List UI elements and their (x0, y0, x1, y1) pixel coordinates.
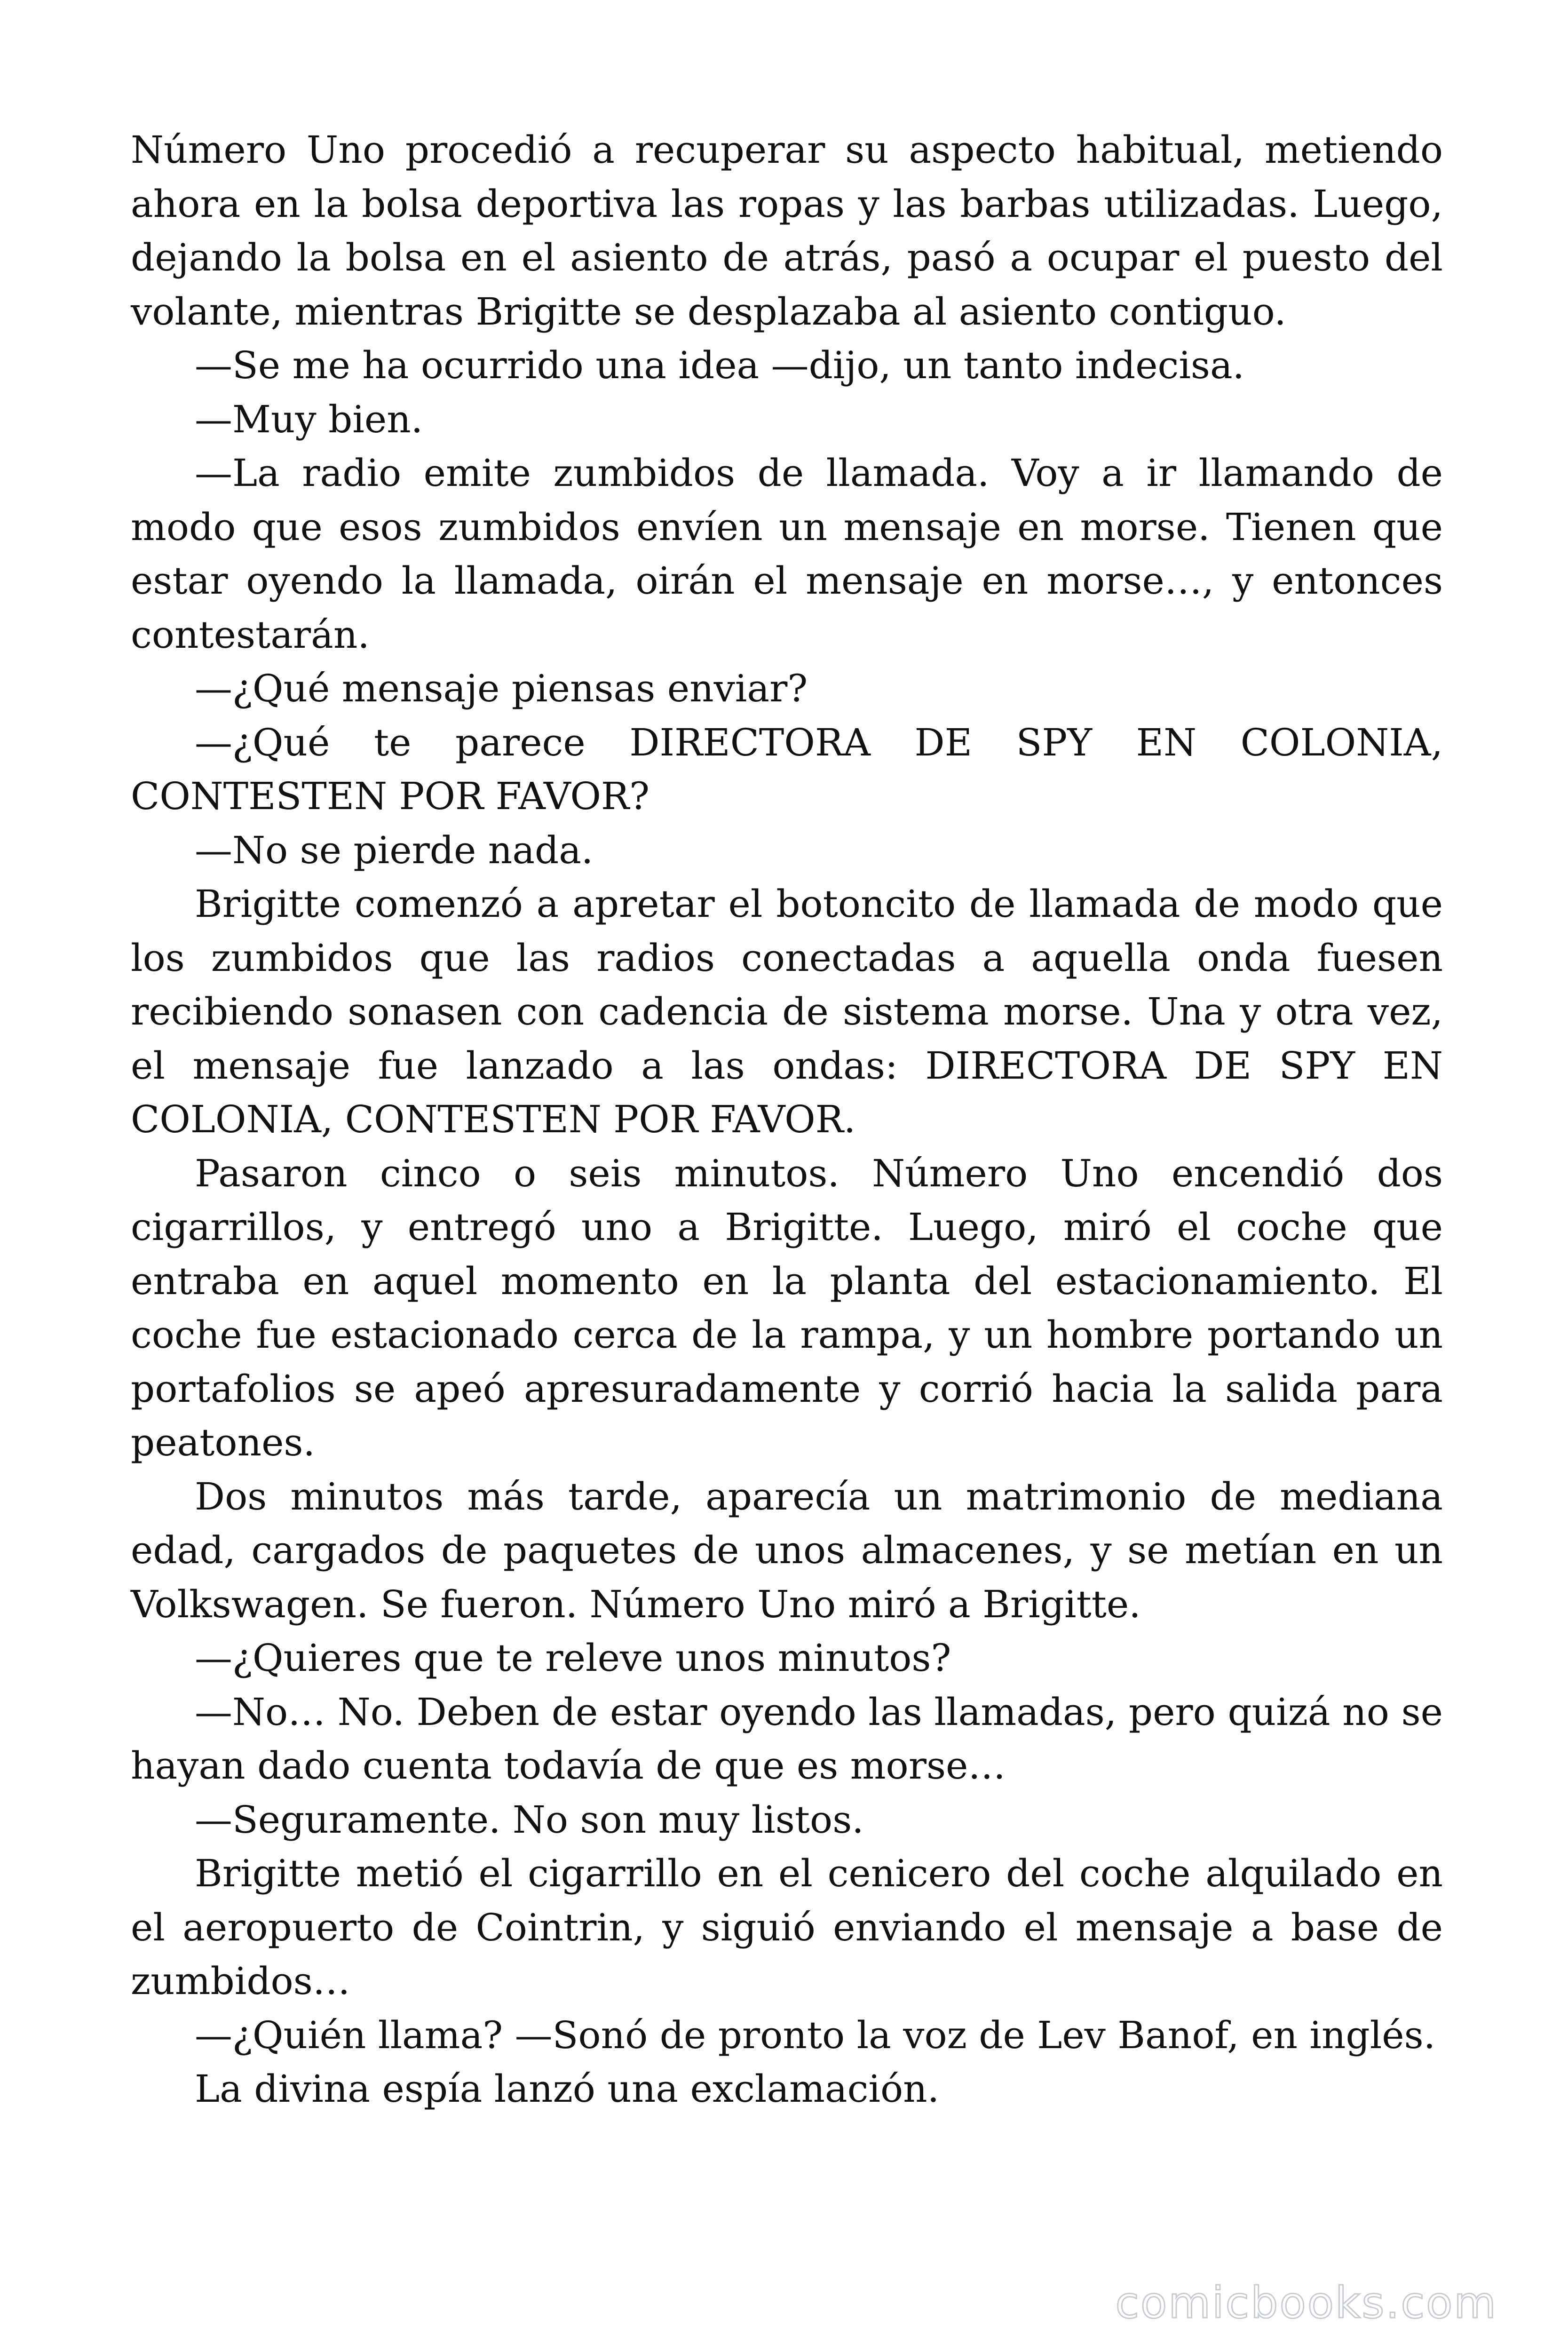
paragraph: La divina espía lanzó una exclamación. (195, 2067, 940, 2111)
paragraph: Número Uno procedió a recuperar su aspecto habitual, metiendo ahora en la bolsa deportiva las ropas y las barbas utilizadas. Luego, dejando la bolsa en el asiento de atrás, pasó a ocupar el puesto del volante, mientras Brigitte se desplazaba al asiento contiguo. (131, 128, 1443, 334)
paragraph: Pasaron cinco o seis minutos. Número Uno encendió dos cigarrillos, y entregó uno a Brigitte. Luego, miró el coche que entraba en aquel momento en la planta del estacionamiento. El coche fue estacionado cerca de la rampa, y un hombre portando un portafolios se apeó apresuradamente y corrió hacia la salida para peatones. (131, 1151, 1443, 1464)
paragraph: —Muy bien. (195, 397, 423, 441)
paragraph: —¿Qué te parece DIRECTORA DE SPY EN COLONIA, CONTESTEN POR FAVOR? (131, 720, 1443, 818)
paragraph: Dos minutos más tarde, aparecía un matrimonio de mediana edad, cargados de paquetes de unos almacenes, y se metían en un Volkswagen. Se fueron. Número Uno miró a Brigitte. (131, 1474, 1443, 1626)
paragraph: —La radio emite zumbidos de llamada. Voy a ir llamando de modo que esos zumbidos envíen un mensaje en morse. Tienen que estar oyendo la llamada, oirán el mensaje en morse…, y entonces contestarán. (131, 451, 1443, 657)
paragraph: —¿Quién llama? —Sonó de pronto la voz de Lev Banof, en inglés. (195, 2013, 1436, 2057)
paragraph: Brigitte metió el cigarrillo en el cenicero del coche alquilado en el aeropuerto de Cointrin, y siguió enviando el mensaje a base de zumbidos… (131, 1851, 1443, 2003)
paragraph: Brigitte comenzó a apretar el botoncito de llamada de modo que los zumbidos que las radios conectadas a aquella onda fuesen recibiendo sonasen con cadencia de sistema morse. Una y otra vez, el mensaje fue lanzado a las ondas: DIRECTORA DE SPY EN COLONIA, CONTESTEN POR FAVOR. (131, 882, 1443, 1141)
watermark: comicbooks.com (1115, 2278, 1497, 2328)
paragraph: —No se pierde nada. (195, 828, 594, 872)
paragraph: —Seguramente. No son muy listos. (195, 1797, 864, 1842)
paragraph: —Se me ha ocurrido una idea —dijo, un tanto indecisa. (195, 343, 1245, 387)
paragraph: —¿Quieres que te releve unos minutos? (195, 1636, 951, 1680)
body-text (131, 123, 1443, 2116)
paragraph: —¿Qué mensaje piensas enviar? (195, 667, 808, 710)
paragraph: —No… No. Deben de estar oyendo las llamadas, pero quizá no se hayan dado cuenta todavía de que es morse… (131, 1690, 1443, 1788)
